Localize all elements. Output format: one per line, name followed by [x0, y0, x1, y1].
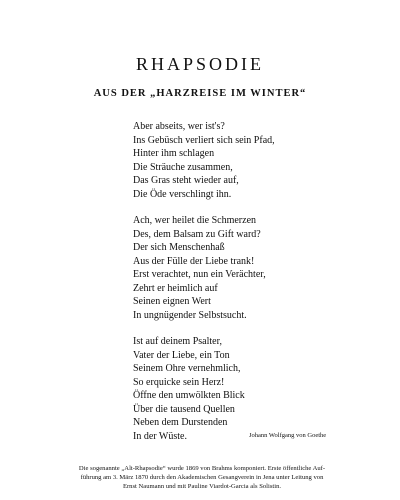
poem-line: Ist auf deinem Psalter,: [133, 336, 223, 347]
poem-line: Über die tausend Quellen: [133, 403, 235, 415]
poem-line: Aber abseits, wer ist's?: [133, 121, 225, 132]
poem-line: Ach, wer heilet die Schmerzen: [133, 215, 257, 226]
poem-line: In der Wüste.: [133, 430, 187, 442]
poem-line: Vater der Liebe, ein Ton: [133, 349, 230, 361]
poem-line: In ungnügender Selbstsucht.: [133, 309, 247, 321]
stanza-3: [133, 335, 393, 443]
poem-line: Des, dem Balsam zu Gift ward?: [133, 228, 261, 240]
page-subtitle: AUS DER „HARZREISE IM WINTER“: [93, 88, 307, 99]
poem-line: Zehrt er heimlich auf: [133, 282, 218, 294]
poem-line: Erst verachtet, nun ein Verächter,: [133, 269, 266, 280]
footnote: [28, 464, 376, 491]
footnote-line: Ernst Naumann und mit Pauline Viardot-Garcia als Solistin.: [122, 483, 282, 490]
poem-line: Seinen eignen Wert: [133, 296, 211, 307]
poem-line: Aus der Fülle der Liebe trank!: [133, 255, 255, 267]
stanza-1: [133, 120, 393, 201]
poem-author: Johann Wolfgang von Goethe: [249, 432, 327, 439]
poem-line: Öffne den umwölkten Blick: [133, 390, 245, 401]
poem-line: Die Sträuche zusammen,: [133, 161, 233, 173]
poem-line: So erquicke sein Herz!: [133, 376, 225, 388]
poem-line: Das Gras steht wieder auf,: [133, 175, 239, 186]
poem-line: Hinter ihm schlagen: [133, 148, 215, 159]
poem-line: Neben dem Durstenden: [133, 417, 228, 428]
poem-line: Seinem Ohre vernehmlich,: [133, 363, 241, 374]
poem: [133, 120, 393, 456]
poem-line: Der sich Menschenhaß: [133, 242, 225, 253]
poem-line: Die Öde verschlingt ihn.: [133, 188, 232, 200]
footnote-line: Die sogenannte „Alt-Rhapsodie“ wurde 1869 von Brahms komponiert. Erste öffentliche Auf-: [78, 465, 326, 472]
footnote-line: führung am 3. März 1870 durch den Akademischen Gesangverein in Jena unter Leitung von: [80, 474, 324, 481]
stanza-2: [133, 214, 393, 322]
page-title: RHAPSODIE: [135, 54, 264, 74]
poem-line: Ins Gebüsch verliert sich sein Pfad,: [133, 134, 275, 146]
